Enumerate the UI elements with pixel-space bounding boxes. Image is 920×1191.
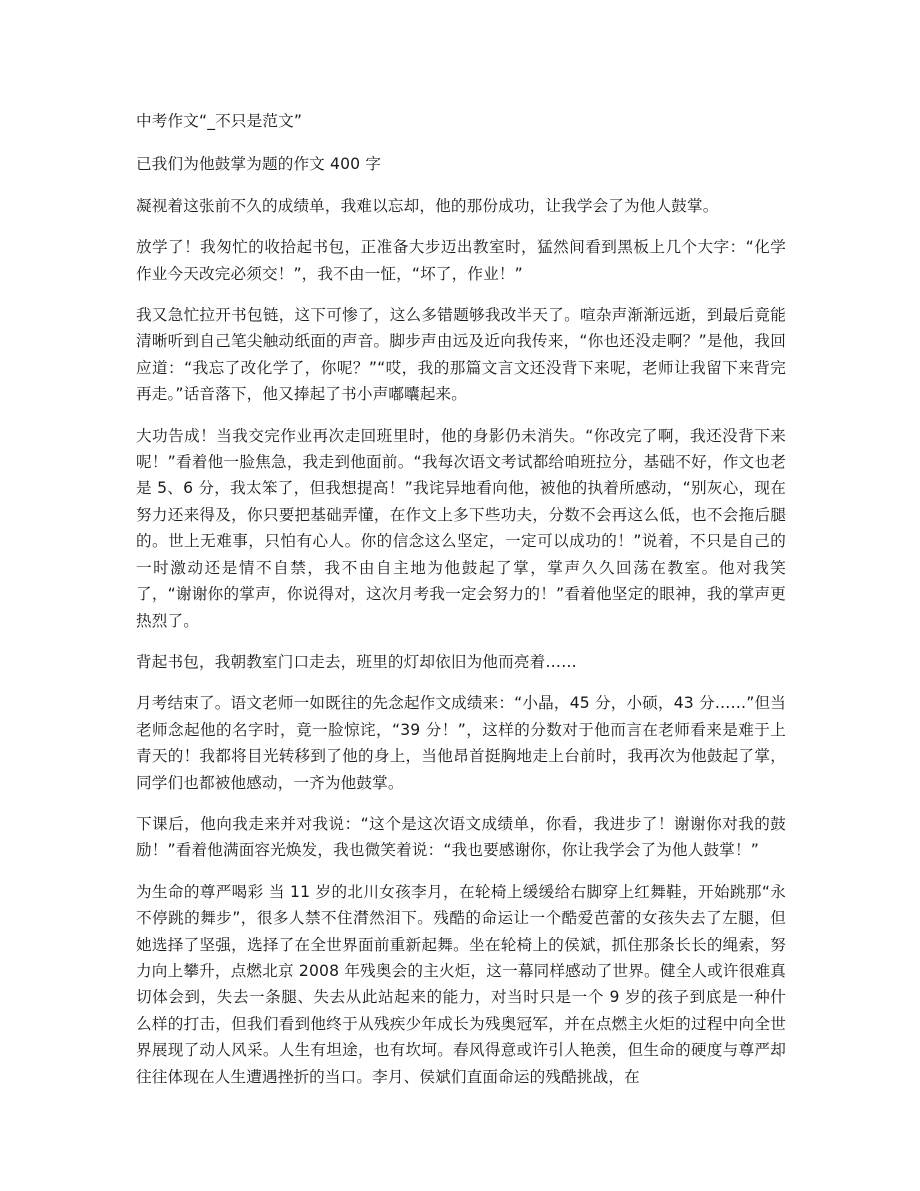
paragraph-1: 凝视着这张前不久的成绩单，我难以忘却，他的那份成功，让我学会了为他人鼓掌。 — [136, 196, 719, 215]
paragraph-4: 大功告成！当我交完作业再次走回班里时，他的身影仍未消失。“你改完了啊，我还没背下来呢！”看着他一脸焦急，我走到他面前。“我每次语文考试都给咱班拉分，基础不好，作文也老是 5、6 分，我太笨了，但我想提高！”我诧异地看向他，被他的执着所感动，“别灰心，现在努力还来得及，你只要把基础弄懂，在作文上多下些功夫，分数不会再这么低，也不会拖后腿的。世上无难事，只怕有心人。你的信念这么坚定，一定可以成功的！”说着，不只是自己的一时激动还是情不自禁，我不由自主地为他鼓起了掌，掌声久久回荡在教室。他对我笑了，“谢谢你的掌声，你说得对，这次月考我一定会努力的！”看着他坚定的眼神，我的掌声更热烈了。 — [136, 426, 786, 630]
paragraph-6: 月考结束了。语文老师一如既往的先念起作文成绩来：“小晶，45 分，小硕，43 分……”但当老师念起他的名字时，竟一脸惊诧，“39 分！”，这样的分数对于他而言在老师看来是难于上青天的！我都将目光转移到了他的身上，当他昂首挺胸地走上台前时，我再次为他鼓起了掌，同学们也都被他感动，一齐为他鼓掌。 — [136, 694, 786, 792]
paragraph-7: 下课后，他向我走来并对我说：“这个是这次语文成绩单，你看，我进步了！谢谢你对我的鼓励！”看着他满面容光焕发，我也微笑着说：“我也要感谢你，你让我学会了为他人鼓掌！” — [136, 814, 786, 860]
paragraph-5: 背起书包，我朝教室门口走去，班里的灯却依旧为他而亮着…… — [136, 652, 577, 671]
paragraph-8: 为生命的尊严喝彩 当 11 岁的北川女孩李月，在轮椅上缓缓给右脚穿上红舞鞋，开始跳那“永不停跳的舞步”，很多人禁不住潸然泪下。残酷的命运让一个酷爱芭蕾的女孩失去了左腿，但她选择了坚强，选择了在全世界面前重新起舞。坐在轮椅上的侯斌，抓住那条长长的绳索，努力向上攀升，点燃北京 2008 年残奥会的主火炬，这一幕同样感动了世界。健全人或许很难真切体会到，失去一条腿、失去从此站起来的能力，对当时只是一个 9 岁的孩子到底是一种什么样的打击，但我们看到他终于从残疾少年成长为残奥冠军，并在点燃主火炬的过程中向全世界展现了动人风采。人生有坦途，也有坎坷。春风得意或许引人艳羡，但生命的硬度与尊严却往往体现在人生遭遇挫折的当口。李月、侯斌们直面命运的残酷挑战，在 — [136, 882, 786, 1086]
paragraph-3: 我又急忙拉开书包链，这下可惨了，这么多错题够我改半天了。喧杂声渐渐远逝，到最后竟能清晰听到自己笔尖触动纸面的声音。脚步声由远及近向我传来，“你也还没走啊？”是他，我回应道：“我忘了改化学了，你呢？”“哎，我的那篇文言文还没背下来呢，老师让我留下来背完再走。”话音落下，他又捧起了书小声嘟囔起来。 — [136, 306, 786, 404]
essay-heading: 已我们为他鼓掌为题的作文 400 字 — [136, 155, 382, 174]
paragraph-2: 放学了！我匆忙的收拾起书包，正准备大步迈出教室时，猛然间看到黑板上几个大字：“化学作业今天改完必须交！”，我不由一怔，“坏了，作业！” — [136, 238, 786, 283]
document-title: 中考作文“_不只是范文” — [136, 112, 303, 130]
document-page — [136, 108, 786, 1105]
